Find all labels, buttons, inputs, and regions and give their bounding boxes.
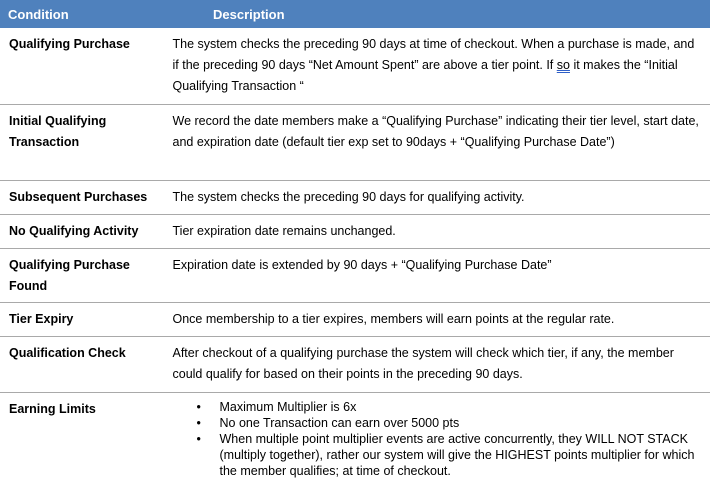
table-row bbox=[0, 28, 710, 104]
description-cell: Once membership to a tier expires, members will earn points at the regular rate. bbox=[161, 302, 710, 336]
condition-cell: Tier Expiry bbox=[0, 302, 161, 336]
description-text: it makes the “Initial Qualifying Transaction “ bbox=[172, 58, 678, 93]
header-row bbox=[0, 0, 710, 28]
table-row bbox=[0, 104, 710, 180]
condition-cell: Subsequent Purchases bbox=[0, 180, 161, 214]
bullet-item: • No one Transaction can earn over 5000 pts bbox=[220, 415, 703, 431]
condition-cell: No Qualifying Activity bbox=[0, 214, 161, 248]
table-row bbox=[0, 336, 710, 392]
condition-cell: Qualification Check bbox=[0, 336, 161, 392]
description-cell: The system checks the preceding 90 days for qualifying activity. bbox=[161, 180, 710, 214]
underlined-word: so bbox=[556, 58, 570, 72]
header-description: Description bbox=[161, 0, 710, 28]
table-row bbox=[0, 214, 710, 248]
description-cell bbox=[161, 28, 710, 104]
table-row bbox=[0, 248, 710, 302]
description-cell: After checkout of a qualifying purchase the system will check which tier, if any, the member could qualify for based on their points in the preceding 90 days. bbox=[161, 336, 710, 392]
condition-cell: Qualifying Purchase Found bbox=[0, 248, 161, 302]
table-row bbox=[0, 180, 710, 214]
description-cell bbox=[161, 392, 710, 492]
description-cell: We record the date members make a “Qualifying Purchase” indicating their tier level, start date, and expiration date (default tier exp set to 90days + “Qualifying Purchase Date”) bbox=[161, 104, 710, 180]
header-condition: Condition bbox=[0, 0, 161, 28]
description-cell: Tier expiration date remains unchanged. bbox=[161, 214, 710, 248]
bullet-list bbox=[173, 399, 703, 479]
condition-cell: Qualifying Purchase bbox=[0, 28, 161, 104]
bullet-item: • Maximum Multiplier is 6x bbox=[220, 399, 703, 415]
bullet-item: • When multiple point multiplier events are active concurrently, they WILL NOT STACK (multiply together), rather our system will give the HIGHEST points multiplier for which the member qualifies; at time of checkout. bbox=[220, 431, 703, 479]
table-row bbox=[0, 302, 710, 336]
description-text: The system checks the preceding 90 days at time of checkout. When a purchase is made, and if the preceding 90 days “Net Amount Spent” are above a tier point. If bbox=[172, 37, 695, 72]
condition-cell: Earning Limits bbox=[9, 401, 96, 416]
table-row bbox=[0, 392, 710, 492]
condition-cell: Initial Qualifying Transaction bbox=[0, 104, 161, 180]
description-cell: Expiration date is extended by 90 days + “Qualifying Purchase Date” bbox=[161, 248, 710, 302]
